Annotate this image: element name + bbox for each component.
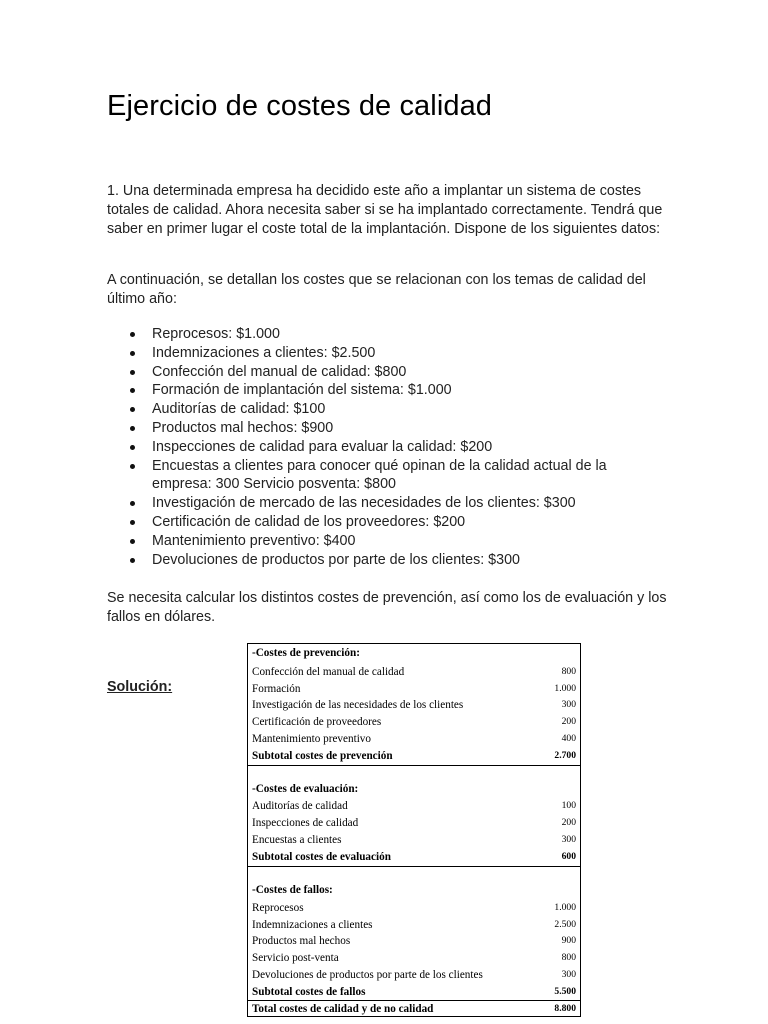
section-header-label: -Costes de fallos: [252, 884, 333, 896]
table-row [252, 933, 576, 950]
list-item: Inspecciones de calidad para evaluar la calidad: $200 [107, 438, 667, 457]
table-row [252, 832, 576, 849]
section-header-label: -Costes de prevención: [252, 647, 360, 659]
table-row [252, 798, 576, 815]
grand-total-label: Total costes de calidad y de no calidad [252, 1003, 434, 1015]
table-row [252, 664, 576, 681]
list-item: Productos mal hechos: $900 [107, 419, 667, 438]
subtotal-value: 600 [561, 851, 576, 862]
subtotal-label: Subtotal costes de prevención [252, 750, 393, 762]
subtotal-row-prevention [252, 748, 576, 765]
detail-intro-paragraph: A continuación, se detallan los costes que se relacionan con los temas de calidad del último año: [107, 272, 646, 307]
row-label: Indemnizaciones a clientes [252, 919, 373, 931]
row-value: 900 [561, 935, 576, 946]
list-item: Reprocesos: $1.000 [107, 325, 667, 344]
list-item: Certificación de calidad de los proveedores: $200 [107, 513, 667, 532]
list-item: Encuestas a clientes para conocer qué opinan de la calidad actual de la empresa: 300 Servicio posventa: $800 [107, 457, 667, 495]
subtotal-value: 5.500 [554, 986, 576, 997]
row-label: Inspecciones de calidad [252, 817, 359, 829]
cost-list [107, 325, 667, 569]
row-value: 2.500 [554, 919, 576, 930]
table-row [252, 900, 576, 917]
table-row [252, 714, 576, 731]
list-item: Mantenimiento preventivo: $400 [107, 532, 667, 551]
grand-total-value: 8.800 [554, 1003, 576, 1014]
section-header-failures [252, 882, 576, 899]
section-header-label: -Costes de evaluación: [252, 783, 359, 795]
row-value: 300 [561, 834, 576, 845]
row-label: Mantenimiento preventivo [252, 733, 371, 745]
table-row [252, 681, 576, 698]
list-item: Indemnizaciones a clientes: $2.500 [107, 344, 667, 363]
table-row [252, 967, 576, 984]
list-item: Investigación de mercado de las necesidades de los clientes: $300 [107, 494, 667, 513]
row-label: Investigación de las necesidades de los clientes [252, 699, 464, 711]
row-value: 1.000 [554, 902, 576, 913]
table-row [252, 697, 576, 714]
row-label: Productos mal hechos [252, 935, 351, 947]
solution-table [247, 643, 581, 1017]
section-header-prevention [252, 645, 576, 662]
row-value: 800 [561, 666, 576, 677]
table-row [252, 731, 576, 748]
row-value: 800 [561, 952, 576, 963]
row-label: Reprocesos [252, 902, 304, 914]
subtotal-value: 2.700 [554, 750, 576, 761]
solution-label: Solución: [107, 679, 173, 695]
row-value: 200 [561, 716, 576, 727]
row-label: Formación [252, 683, 301, 695]
row-label: Certificación de proveedores [252, 716, 382, 728]
row-label: Servicio post-venta [252, 952, 339, 964]
intro-paragraph: 1. Una determinada empresa ha decidido este año a implantar un sistema de costes totales de calidad. Ahora necesita saber si se ha implantado correctamente. Tendrá que saber en primer lugar el coste total de la implantación. Dispone de los siguientes datos: [107, 183, 663, 237]
page-title: Ejercicio de costes de calidad [107, 90, 493, 122]
table-row [252, 917, 576, 934]
row-label: Auditorías de calidad [252, 800, 348, 812]
section-divider [248, 765, 580, 766]
row-value: 100 [561, 800, 576, 811]
row-label: Encuestas a clientes [252, 834, 342, 846]
row-value: 300 [561, 969, 576, 980]
row-value: 200 [561, 817, 576, 828]
row-value: 300 [561, 699, 576, 710]
subtotal-row-failures [252, 984, 576, 1001]
question-paragraph: Se necesita calcular los distintos costes de prevención, así como los de evaluación y los fallos en dólares. [107, 590, 667, 625]
row-label: Confección del manual de calidad [252, 666, 405, 678]
subtotal-row-evaluation [252, 849, 576, 866]
table-row [252, 950, 576, 967]
section-divider [248, 866, 580, 867]
list-item: Auditorías de calidad: $100 [107, 400, 667, 419]
grand-total-row [252, 1001, 576, 1018]
list-item: Confección del manual de calidad: $800 [107, 363, 667, 382]
subtotal-label: Subtotal costes de evaluación [252, 851, 391, 863]
row-value: 400 [561, 733, 576, 744]
list-item: Devoluciones de productos por parte de los clientes: $300 [107, 551, 667, 570]
row-label: Devoluciones de productos por parte de los clientes [252, 969, 483, 981]
section-header-evaluation [252, 781, 576, 798]
list-item: Formación de implantación del sistema: $1.000 [107, 381, 667, 400]
table-row [252, 815, 576, 832]
subtotal-label: Subtotal costes de fallos [252, 986, 366, 998]
row-value: 1.000 [554, 683, 576, 694]
